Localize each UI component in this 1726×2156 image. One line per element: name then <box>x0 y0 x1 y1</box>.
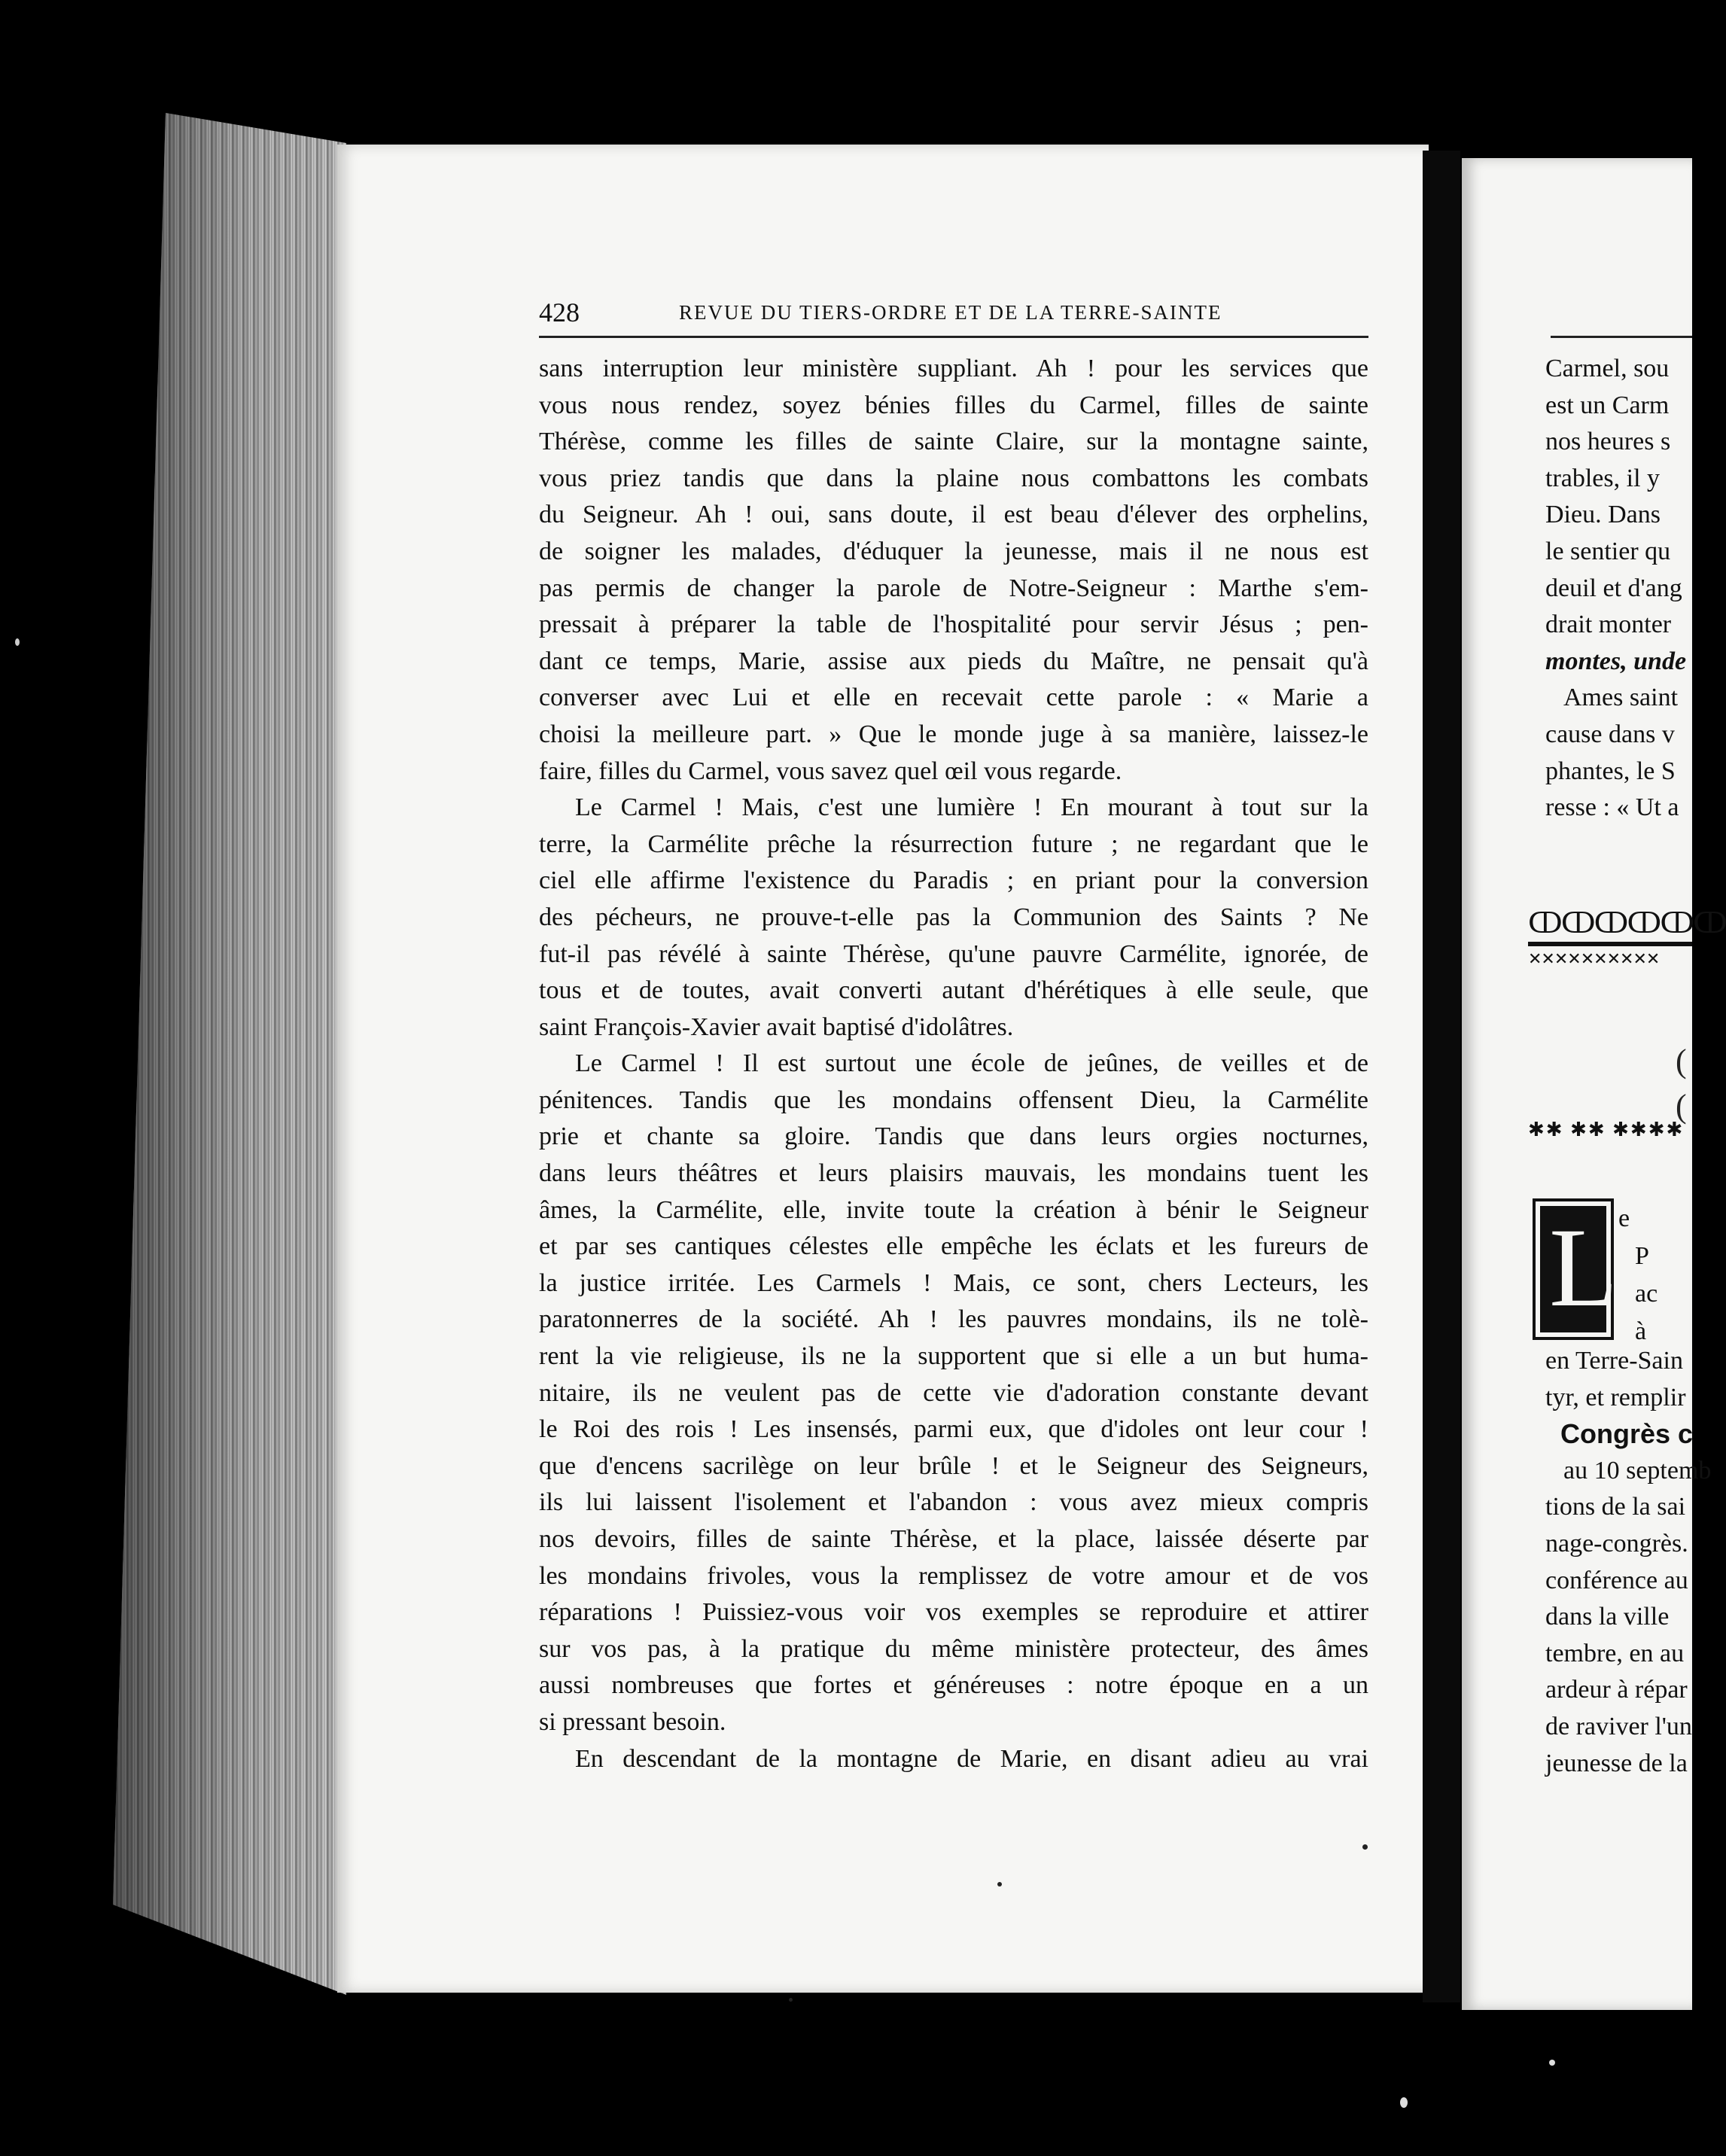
text-line: saint François-Xavier avait baptisé d'idolâtres. <box>539 1013 1014 1041</box>
partial-glyph: ( <box>1676 1043 1687 1080</box>
text-line: rent la vie religieuse, ils ne la supportent que si elle a un but huma- <box>539 1342 1368 1371</box>
text-line: Le Carmel ! Il est surtout une école de jeûnes, de veilles et de <box>575 1049 1368 1078</box>
scan-speck <box>1549 2060 1555 2066</box>
scan-speck <box>1362 1844 1368 1850</box>
text-line: sans interruption leur ministère suppliant. Ah ! pour les services que <box>539 355 1368 382</box>
right-page-upper-text <box>1545 351 1696 827</box>
text-line: terre, la Carmélite prêche la résurrection future ; ne regardant que le <box>539 830 1368 858</box>
page-number: 428 <box>539 297 580 327</box>
section-heading: Congrès c <box>1560 1418 1694 1450</box>
text-line: ciel elle affirme l'existence du Paradis ; en priant pour la conversion <box>539 866 1368 895</box>
text-line: faire, filles du Carmel, vous savez quel œil vous regarde. <box>539 757 1122 785</box>
text-line: deuil et d'ang <box>1545 574 1682 602</box>
text-line: tyr, et remplir <box>1545 1383 1686 1411</box>
text-line: le Roi des rois ! Les insensés, parmi eux, que d'idoles ont leur cour ! <box>539 1415 1368 1444</box>
text-line: cause dans v <box>1545 720 1675 748</box>
drop-cap-side-text <box>1618 1200 1658 1351</box>
text-line: nitaire, ils ne veulent pas de cette vie d'adoration constante devant <box>539 1378 1368 1407</box>
text-line: de soigner les malades, d'éduquer la jeunesse, mais il ne nous est <box>539 537 1368 565</box>
text-line: jeunesse de la <box>1545 1749 1688 1777</box>
text-line: En descendant de la montagne de Marie, en disant adieu au vrai <box>575 1744 1368 1773</box>
text-line: aussi nombreuses que fortes et généreuses : notre époque en a un <box>539 1671 1368 1700</box>
right-page-lower-text <box>1545 1343 1712 1782</box>
text-line: ac <box>1635 1280 1658 1308</box>
scan-speck <box>997 1882 1002 1886</box>
text-line: est un Carm <box>1545 391 1670 419</box>
text-line: âmes, la Carmélite, elle, invite toute la création à bénir le Seigneur <box>539 1195 1368 1224</box>
drop-cap <box>1533 1198 1618 1340</box>
text-line: les mondains frivoles, vous la remplissez de votre amour et de vos <box>539 1561 1368 1590</box>
text-line: montes, unde <box>1545 647 1687 675</box>
text-line: vous priez tandis que dans la plaine nous combattons les combats <box>539 464 1368 492</box>
text-line: pressait à préparer la table de l'hospitalité pour servir Jésus ; pen- <box>539 611 1368 639</box>
text-line: tembre, en au <box>1545 1639 1685 1667</box>
ornament-star-row: ✱✱ ✱✱ ✱✱✱✱ <box>1528 1119 1685 1140</box>
text-line: et par ses cantiques célestes elle empêche les éclats et les fureurs de <box>539 1232 1368 1261</box>
text-line: paratonnerres de la société. Ah ! les pauvres mondains, ils ne tolè- <box>539 1305 1368 1334</box>
text-line: le sentier qu <box>1545 537 1671 565</box>
text-line: pas permis de changer la parole de Notre-Seigneur : Marthe s'em- <box>539 574 1368 602</box>
text-line: la justice irritée. Les Carmels ! Mais, ce sont, chers Lecteurs, les <box>539 1268 1368 1297</box>
text-line: tous et de toutes, avait converti autant d'hérétiques à elle seule, que <box>539 976 1368 1005</box>
page-edges-shadow <box>113 113 346 1995</box>
text-line: ardeur à répar <box>1545 1676 1688 1704</box>
text-line: vous nous rendez, soyez bénies filles du Carmel, filles de sainte <box>539 391 1368 419</box>
running-head <box>539 297 1367 334</box>
ornament-fleuron-row: ↀↀↀↀↀↀ <box>1528 908 1726 939</box>
scan-speck <box>1400 2097 1408 2108</box>
text-line: réparations ! Puissiez-vous voir vos exemples se reproduire et attirer <box>539 1598 1368 1627</box>
running-title: REVUE DU TIERS-ORDRE ET DE LA TERRE-SAINTE <box>679 301 1222 324</box>
text-line: dant ce temps, Marie, assise aux pieds du Maître, ne pensait qu'à <box>539 647 1368 675</box>
header-rule <box>539 336 1368 338</box>
text-line: e <box>1618 1204 1630 1232</box>
text-line: si pressant besoin. <box>539 1707 726 1736</box>
text-line: dans leurs théâtres et leurs plaisirs mauvais, les mondains tuent les <box>539 1159 1368 1188</box>
text-line: sur vos pas, à la pratique du même ministère protecteur, des âmes <box>539 1634 1368 1663</box>
text-line: conférence au <box>1545 1566 1688 1594</box>
text-line: nos devoirs, filles de sainte Thérèse, et la place, laissée déserte par <box>539 1525 1368 1553</box>
ornamental-border <box>1528 907 1726 975</box>
text-line: fut-il pas révélé à sainte Thérèse, qu'une pauvre Carmélite, ignorée, de <box>539 939 1368 968</box>
text-line: nos heures s <box>1545 428 1671 456</box>
text-line: Thérèse, comme les filles de sainte Claire, sur la montagne sainte, <box>539 428 1368 456</box>
text-line: pénitences. Tandis que les mondains offensent Dieu, la Carmélite <box>539 1086 1368 1114</box>
text-line: en Terre-Sain <box>1545 1347 1683 1375</box>
text-line: phantes, le S <box>1545 757 1676 785</box>
ornament-chain-row: ✕✕✕✕✕✕✕✕✕✕ <box>1528 949 1660 968</box>
text-line: Carmel, sou <box>1545 355 1670 382</box>
text-line: P <box>1635 1242 1649 1270</box>
text-line: prie et chante sa gloire. Tandis que dans leurs orgies nocturnes, <box>539 1122 1368 1151</box>
partial-glyph: ( <box>1676 1088 1687 1125</box>
text-line: ils lui laissent l'isolement et l'abandon : vous avez mieux compris <box>539 1488 1368 1517</box>
text-line: tions de la sai <box>1545 1493 1686 1521</box>
text-line: nage-congrès. <box>1545 1529 1688 1558</box>
text-line: resse : « Ut a <box>1545 793 1679 822</box>
text-line: à <box>1635 1317 1647 1345</box>
book-gutter <box>1423 151 1460 2002</box>
left-page-body <box>539 351 1368 1777</box>
text-line: que d'encens sacrilège on leur brûle ! et le Seigneur des Seigneurs, <box>539 1451 1368 1480</box>
text-line: du Seigneur. Ah ! oui, sans doute, il est beau d'élever des orphelins, <box>539 501 1368 529</box>
scan-speck <box>789 1998 793 2002</box>
text-line: Ames saint <box>1563 684 1679 712</box>
text-line: des pécheurs, ne prouve-t-elle pas la Communion des Saints ? Ne <box>539 903 1368 931</box>
text-line: dans la ville <box>1545 1603 1670 1631</box>
text-line: drait monter <box>1545 611 1672 639</box>
text-line: choisi la meilleure part. » Que le monde juge à sa manière, laissez-le <box>539 720 1368 748</box>
text-line: de raviver l'un <box>1545 1712 1692 1740</box>
text-line: trables, il y <box>1545 464 1661 492</box>
right-header-rule <box>1551 336 1692 338</box>
ornament-bar <box>1528 942 1692 946</box>
text-line: converser avec Lui et elle en recevait cette parole : « Marie a <box>539 684 1368 712</box>
text-line: Dieu. Dans <box>1545 501 1661 529</box>
text-line: Le Carmel ! Mais, c'est une lumière ! En mourant à tout sur la <box>575 793 1368 822</box>
text-line: au 10 septemb <box>1563 1456 1712 1485</box>
drop-cap-letter: L <box>1549 1205 1618 1330</box>
scan-speck <box>15 638 20 646</box>
